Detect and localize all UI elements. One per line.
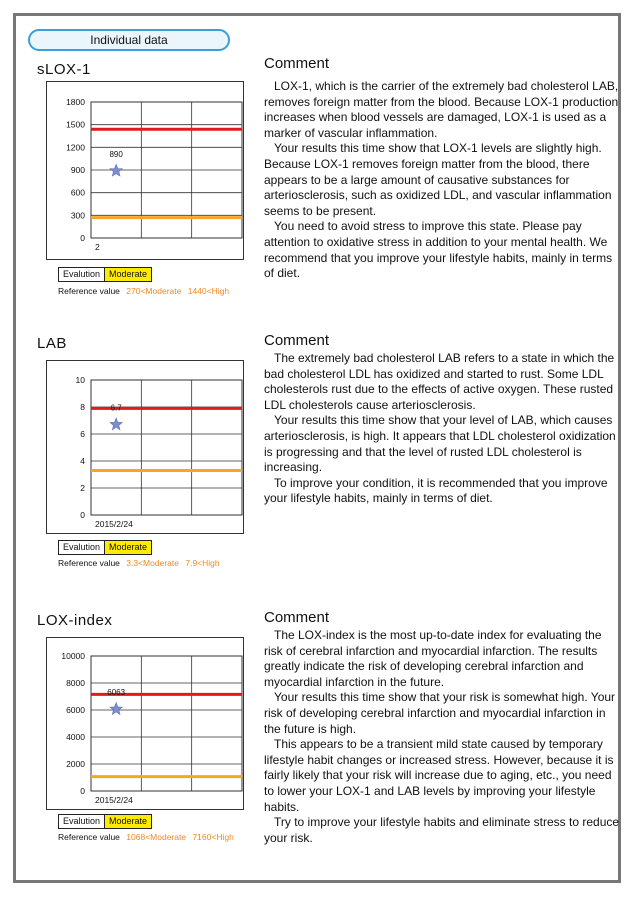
y-tick-label: 600 <box>70 187 85 198</box>
evaluation-box-slox1 <box>58 267 152 282</box>
comment-heading-lox-index: Comment <box>264 609 330 626</box>
comment-paragraph: LOX-1, which is the carrier of the extremely bad cholesterol LAB, removes foreign matter from the blood. Because LOX-1 production increases when blood vessels are damaged, LOX-1 is used as a marker of vascular inflammation. <box>264 79 619 140</box>
y-tick-label: 2000 <box>66 759 85 769</box>
x-tick-label: 2015/2/24 <box>95 519 133 529</box>
y-tick-label: 4 <box>80 456 85 466</box>
reference-moderate: 270<Moderate <box>126 286 182 296</box>
chart-lox-index <box>46 637 244 810</box>
reference-value-lox-index <box>58 832 234 842</box>
y-tick-label: 900 <box>70 165 85 175</box>
reference-high: 7.9<High <box>185 558 220 568</box>
section-header-pill: Individual data <box>28 29 230 51</box>
evaluation-value: Moderate <box>104 815 151 828</box>
y-tick-label: 0 <box>80 510 85 520</box>
chart-lab <box>46 360 244 534</box>
comment-body-slox1 <box>264 79 620 282</box>
y-tick-label: 4000 <box>66 732 85 742</box>
x-tick-label: 2015/2/24 <box>95 795 133 805</box>
reference-high: 1440<High <box>187 286 230 296</box>
evaluation-value: Moderate <box>104 541 151 554</box>
reference-moderate: 3.3<Moderate <box>126 558 179 568</box>
y-tick-label: 10000 <box>61 651 85 661</box>
section-title-lox-index: LOX-index <box>37 612 113 629</box>
y-tick-label: 2 <box>80 483 85 493</box>
comment-body-lab <box>264 351 620 507</box>
data-point-star <box>110 164 122 176</box>
comment-paragraph: Your results this time show that your level of LAB, which causes arteriosclerosis, is high. It appears that LDL cholesterol oxidization is progressing and that the level of rusted LDL cholesterol is increasing. <box>264 413 616 475</box>
evaluation-box-lab <box>58 540 152 555</box>
comment-paragraph: Your results this time show that LOX-1 levels are slightly high. Because LOX-1 removes foreign matter from the blood, there appears to be a large amount of causative substances for arteriosclerosis, such as oxidized LDL, and vascular inflammation seems to be present. <box>264 141 612 218</box>
data-point-star <box>110 703 122 715</box>
y-tick-label: 10 <box>75 375 85 385</box>
data-value-label: 6.7 <box>110 403 122 413</box>
comment-heading-lab: Comment <box>264 332 330 349</box>
evaluation-label: Evalution <box>59 541 104 554</box>
comment-paragraph: You need to avoid stress to improve this state. Please pay attention to oxidative stress in addition to your mental health. We recommend that you improve your lifestyle habits, mainly in terms of diet. <box>264 219 613 281</box>
evaluation-value: Moderate <box>104 268 151 281</box>
section-title-lab: LAB <box>37 335 67 352</box>
plot-area <box>91 656 242 791</box>
y-tick-label: 8000 <box>66 678 85 688</box>
y-tick-label: 6000 <box>66 705 85 715</box>
comment-paragraph: To improve your condition, it is recommended that you improve your lifestyle habits, mainly in terms of diet. <box>264 475 608 506</box>
y-tick-label: 1200 <box>66 142 85 153</box>
comment-heading-slox1: Comment <box>264 55 330 72</box>
data-value-label: 6063 <box>107 688 126 698</box>
data-value-label: 890 <box>109 149 123 159</box>
evaluation-label: Evalution <box>59 268 104 281</box>
x-tick-label: 2 <box>95 242 100 252</box>
reference-value-lab <box>58 558 220 568</box>
comment-paragraph: Your results this time show that your risk is somewhat high. Your risk of developing cerebral infarction and myocardial infarction in the future is high. <box>264 690 616 736</box>
y-tick-label: 1500 <box>66 119 85 130</box>
evaluation-label: Evalution <box>59 815 104 828</box>
y-tick-label: 8 <box>80 402 85 412</box>
comment-paragraph: This appears to be a transient mild state caused by temporary lifestyle habit changes or increased stress. However, because it is fairly likely that your risk will increase due to aging, etc., you need to lower your LOX-1 and LAB levels by improving your lifestyle habits. <box>264 737 614 814</box>
evaluation-box-lox-index <box>58 814 152 829</box>
comment-paragraph: The LOX-index is the most up-to-date index for evaluating the risk of cerebral infarction and myocardial infarction. The results greatly indicate the risk of developing cerebral infarction and myocardial infarction in the future. <box>264 628 602 689</box>
reference-value-slox1 <box>58 286 229 296</box>
comment-paragraph: The extremely bad cholesterol LAB refers to a state in which the bad cholesterol LDL has oxidized and started to rust. Some LDL cholesterols rust due to the effects of active oxygen. These rusted LDL cholesterols cause arteriosclerosis. <box>264 351 615 412</box>
y-tick-label: 1800 <box>66 97 85 107</box>
reference-moderate: 1068<Moderate <box>126 832 187 842</box>
plot-area <box>91 380 242 515</box>
comment-body-lox-index <box>264 628 620 846</box>
reference-label: Reference value <box>58 832 120 842</box>
data-point-star <box>110 418 122 430</box>
y-tick-label: 0 <box>80 786 85 796</box>
section-title-slox1: sLOX-1 <box>37 61 91 78</box>
y-tick-label: 300 <box>70 210 85 221</box>
reference-label: Reference value <box>58 558 120 568</box>
comment-paragraph: Try to improve your lifestyle habits and eliminate stress to reduce your risk. <box>264 815 620 845</box>
reference-high: 7160<High <box>192 832 234 842</box>
chart-slox1 <box>46 81 244 260</box>
reference-label: Reference value <box>58 286 120 296</box>
y-tick-label: 6 <box>80 429 85 439</box>
y-tick-label: 0 <box>80 233 85 243</box>
